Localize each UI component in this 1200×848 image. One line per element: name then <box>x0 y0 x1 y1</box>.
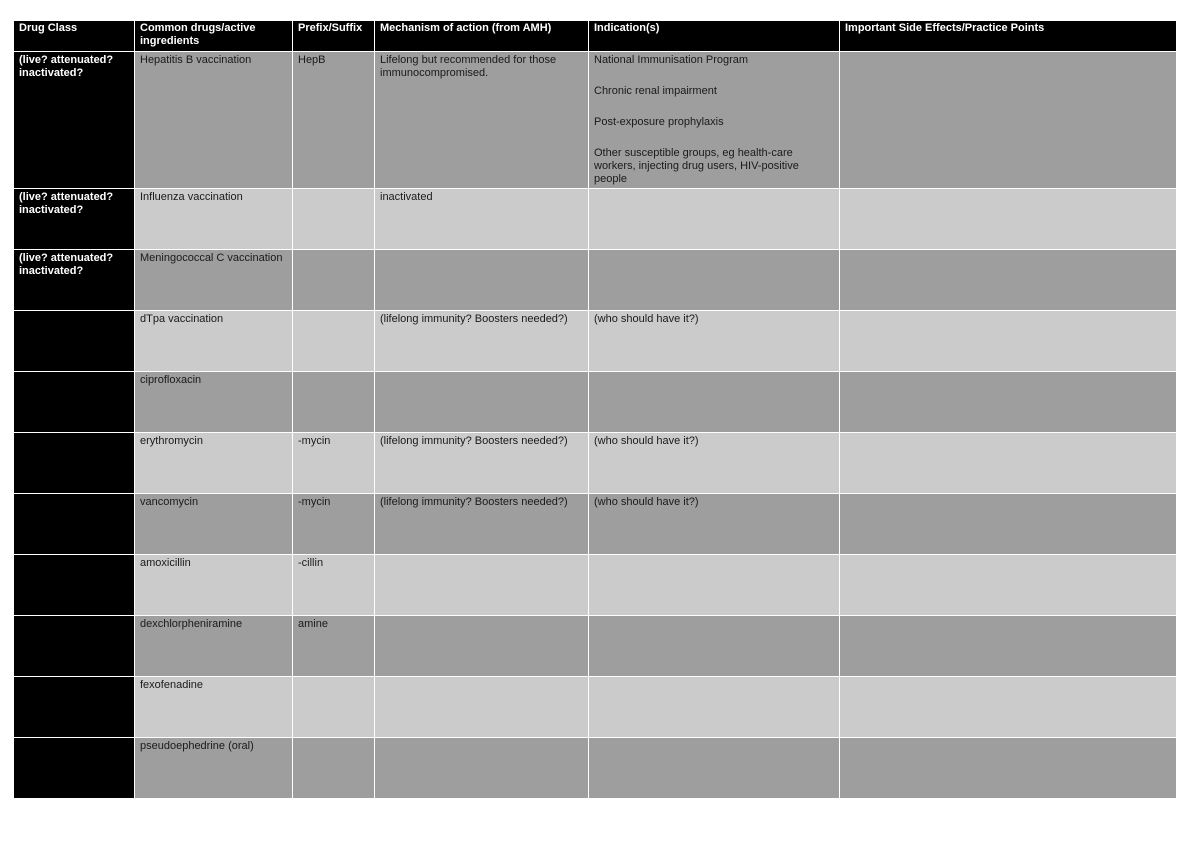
prefix-suffix-cell <box>293 372 375 433</box>
prefix-suffix-cell <box>293 311 375 372</box>
table-body <box>14 52 1177 799</box>
drug-class-cell <box>14 311 135 372</box>
drug-name-cell: dexchlorpheniramine <box>135 616 293 677</box>
drug-name-cell: amoxicillin <box>135 555 293 616</box>
table-row <box>14 189 1177 250</box>
table-row <box>14 52 1177 189</box>
prefix-suffix-cell: -mycin <box>293 433 375 494</box>
table-row <box>14 738 1177 799</box>
prefix-suffix-cell <box>293 738 375 799</box>
drug-name-cell: pseudoephedrine (oral) <box>135 738 293 799</box>
drug-table <box>13 20 1177 799</box>
drug-class-cell: (live? attenuated? inactivated? <box>14 52 135 189</box>
table-row <box>14 677 1177 738</box>
mechanism-cell: (lifelong immunity? Boosters needed?) <box>375 494 589 555</box>
side-effects-cell <box>840 433 1177 494</box>
prefix-suffix-cell: -cillin <box>293 555 375 616</box>
drug-name-cell: Meningococcal C vaccination <box>135 250 293 311</box>
indications-cell <box>589 677 840 738</box>
table-row <box>14 433 1177 494</box>
table-row <box>14 616 1177 677</box>
mechanism-cell <box>375 738 589 799</box>
drug-class-cell <box>14 616 135 677</box>
header-mechanism: Mechanism of action (from AMH) <box>375 21 589 52</box>
indications-cell <box>589 311 840 372</box>
indications-cell <box>589 372 840 433</box>
drug-class-cell <box>14 677 135 738</box>
drug-name-cell: erythromycin <box>135 433 293 494</box>
drug-name-cell: vancomycin <box>135 494 293 555</box>
table-row <box>14 494 1177 555</box>
indication-item: (who should have it?) <box>594 313 699 325</box>
drug-class-cell <box>14 555 135 616</box>
prefix-suffix-cell <box>293 677 375 738</box>
drug-class-cell <box>14 738 135 799</box>
header-indications: Indication(s) <box>589 21 840 52</box>
indications-cell <box>589 52 840 189</box>
mechanism-cell: (lifelong immunity? Boosters needed?) <box>375 311 589 372</box>
drug-name-cell: Influenza vaccination <box>135 189 293 250</box>
side-effects-cell <box>840 372 1177 433</box>
side-effects-cell <box>840 616 1177 677</box>
indications-cell <box>589 555 840 616</box>
indication-item: (who should have it?) <box>594 435 699 447</box>
side-effects-cell <box>840 555 1177 616</box>
mechanism-cell: (lifelong immunity? Boosters needed?) <box>375 433 589 494</box>
mechanism-cell <box>375 250 589 311</box>
indications-cell <box>589 494 840 555</box>
drug-class-cell <box>14 433 135 494</box>
side-effects-cell <box>840 250 1177 311</box>
table-row <box>14 555 1177 616</box>
prefix-suffix-cell <box>293 189 375 250</box>
prefix-suffix-cell: -mycin <box>293 494 375 555</box>
header-common-drugs: Common drugs/active ingredients <box>135 21 293 52</box>
table-header <box>14 21 1177 52</box>
drug-name-cell: fexofenadine <box>135 677 293 738</box>
drug-name-cell: dTpa vaccination <box>135 311 293 372</box>
drug-class-cell <box>14 494 135 555</box>
header-drug-class: Drug Class <box>14 21 135 52</box>
mechanism-cell <box>375 372 589 433</box>
table-row <box>14 372 1177 433</box>
indications-cell <box>589 189 840 250</box>
side-effects-cell <box>840 738 1177 799</box>
mechanism-cell: inactivated <box>375 189 589 250</box>
drug-name-cell: Hepatitis B vaccination <box>135 52 293 189</box>
mechanism-cell <box>375 616 589 677</box>
indications-cell <box>589 250 840 311</box>
indication-item: Other susceptible groups, eg health-care workers, injecting drug users, HIV-positive people <box>594 147 799 185</box>
side-effects-cell <box>840 189 1177 250</box>
mechanism-cell <box>375 555 589 616</box>
table-row <box>14 311 1177 372</box>
side-effects-cell <box>840 494 1177 555</box>
mechanism-cell: Lifelong but recommended for those immunocompromised. <box>375 52 589 189</box>
indication-item: Chronic renal impairment <box>594 85 717 97</box>
mechanism-cell <box>375 677 589 738</box>
indication-item: Post-exposure prophylaxis <box>594 116 724 128</box>
indications-cell <box>589 738 840 799</box>
header-row <box>14 21 1177 52</box>
prefix-suffix-cell: HepB <box>293 52 375 189</box>
indications-cell <box>589 433 840 494</box>
drug-class-cell <box>14 372 135 433</box>
drug-class-cell: (live? attenuated? inactivated? <box>14 189 135 250</box>
indications-cell <box>589 616 840 677</box>
side-effects-cell <box>840 677 1177 738</box>
header-prefix-suffix: Prefix/Suffix <box>293 21 375 52</box>
drug-class-cell: (live? attenuated? inactivated? <box>14 250 135 311</box>
prefix-suffix-cell: amine <box>293 616 375 677</box>
side-effects-cell <box>840 311 1177 372</box>
indication-item: National Immunisation Program <box>594 54 749 66</box>
table-row <box>14 250 1177 311</box>
indication-item: (who should have it?) <box>594 496 699 508</box>
header-side-effects: Important Side Effects/Practice Points <box>840 21 1177 52</box>
drug-name-cell: ciprofloxacin <box>135 372 293 433</box>
side-effects-cell <box>840 52 1177 189</box>
drug-worksheet <box>13 20 1176 799</box>
prefix-suffix-cell <box>293 250 375 311</box>
